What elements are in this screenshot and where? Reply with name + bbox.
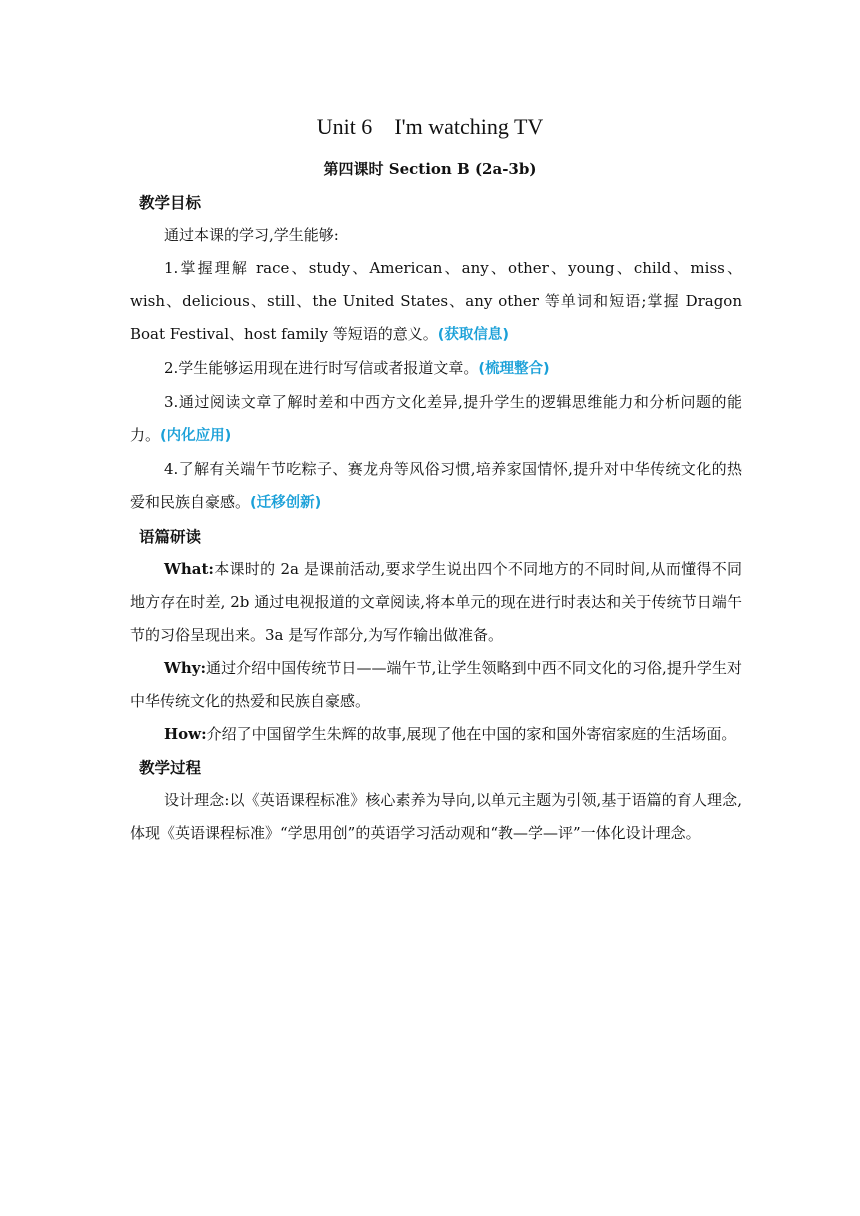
objective-tag-1: (获取信息) bbox=[437, 327, 510, 343]
section-heading-reading: 语篇研读 bbox=[139, 527, 202, 546]
objective-item-1: 1.掌握理解 race、study、American、any、other、young、child、miss、wish、delicious、still、the United States、any other 等单词和短语;掌握 Dragon Boat Festival、host family 等短语的意义。(获取信息) bbox=[130, 259, 742, 343]
objectives-intro: 通过本课的学习,学生能够: bbox=[164, 226, 339, 244]
objective-tag-4: (迁移创新) bbox=[250, 495, 322, 511]
objective-item-4: 4.了解有关端午节吃粽子、赛龙舟等风俗习惯,培养家国情怀,提升对中华传统文化的热爱和民族自豪感。(迁移创新) bbox=[130, 460, 742, 511]
objective-item-3: 3.通过阅读文章了解时差和中西方文化差异,提升学生的逻辑思维能力和分析问题的能力。(内化应用) bbox=[130, 393, 742, 444]
section-heading-process: 教学过程 bbox=[139, 758, 202, 777]
section-heading-objectives: 教学目标 bbox=[139, 193, 202, 212]
objective-item-2: 2.学生能够运用现在进行时写信或者报道文章。(梳理整合) bbox=[164, 359, 550, 377]
reading-what: What:本课时的 2a 是课前活动,要求学生说出四个不同地方的不同时间,从而懂得不同地方存在时差, 2b 通过电视报道的文章阅读,将本单元的现在进行时表达和关于传统节日端午节的习俗呈现出来。3a 是写作部分,为写作输出做准备。 bbox=[130, 560, 742, 644]
reading-how: How:介绍了中国留学生朱辉的故事,展现了他在中国的家和国外寄宿家庭的生活场面。 bbox=[164, 725, 737, 743]
objective-tag-3: (内化应用) bbox=[160, 428, 232, 444]
process-text: 设计理念:以《英语课程标准》核心素养为导向,以单元主题为引领,基于语篇的育人理念,体现《英语课程标准》“学思用创”的英语学习活动观和“教—学—评”一体化设计理念。 bbox=[130, 791, 742, 842]
objective-tag-2: (梳理整合) bbox=[478, 361, 550, 377]
title-unit: Unit 6 bbox=[316, 114, 373, 139]
reading-why: Why:通过介绍中国传统节日——端午节,让学生领略到中西不同文化的习俗,提升学生对中华传统文化的热爱和民族自豪感。 bbox=[130, 659, 742, 710]
title-name: I'm watching TV bbox=[394, 114, 544, 139]
document-title bbox=[0, 114, 860, 140]
document-subtitle: 第四课时 Section B (2a-3b) bbox=[323, 160, 537, 178]
document-body bbox=[130, 186, 742, 850]
